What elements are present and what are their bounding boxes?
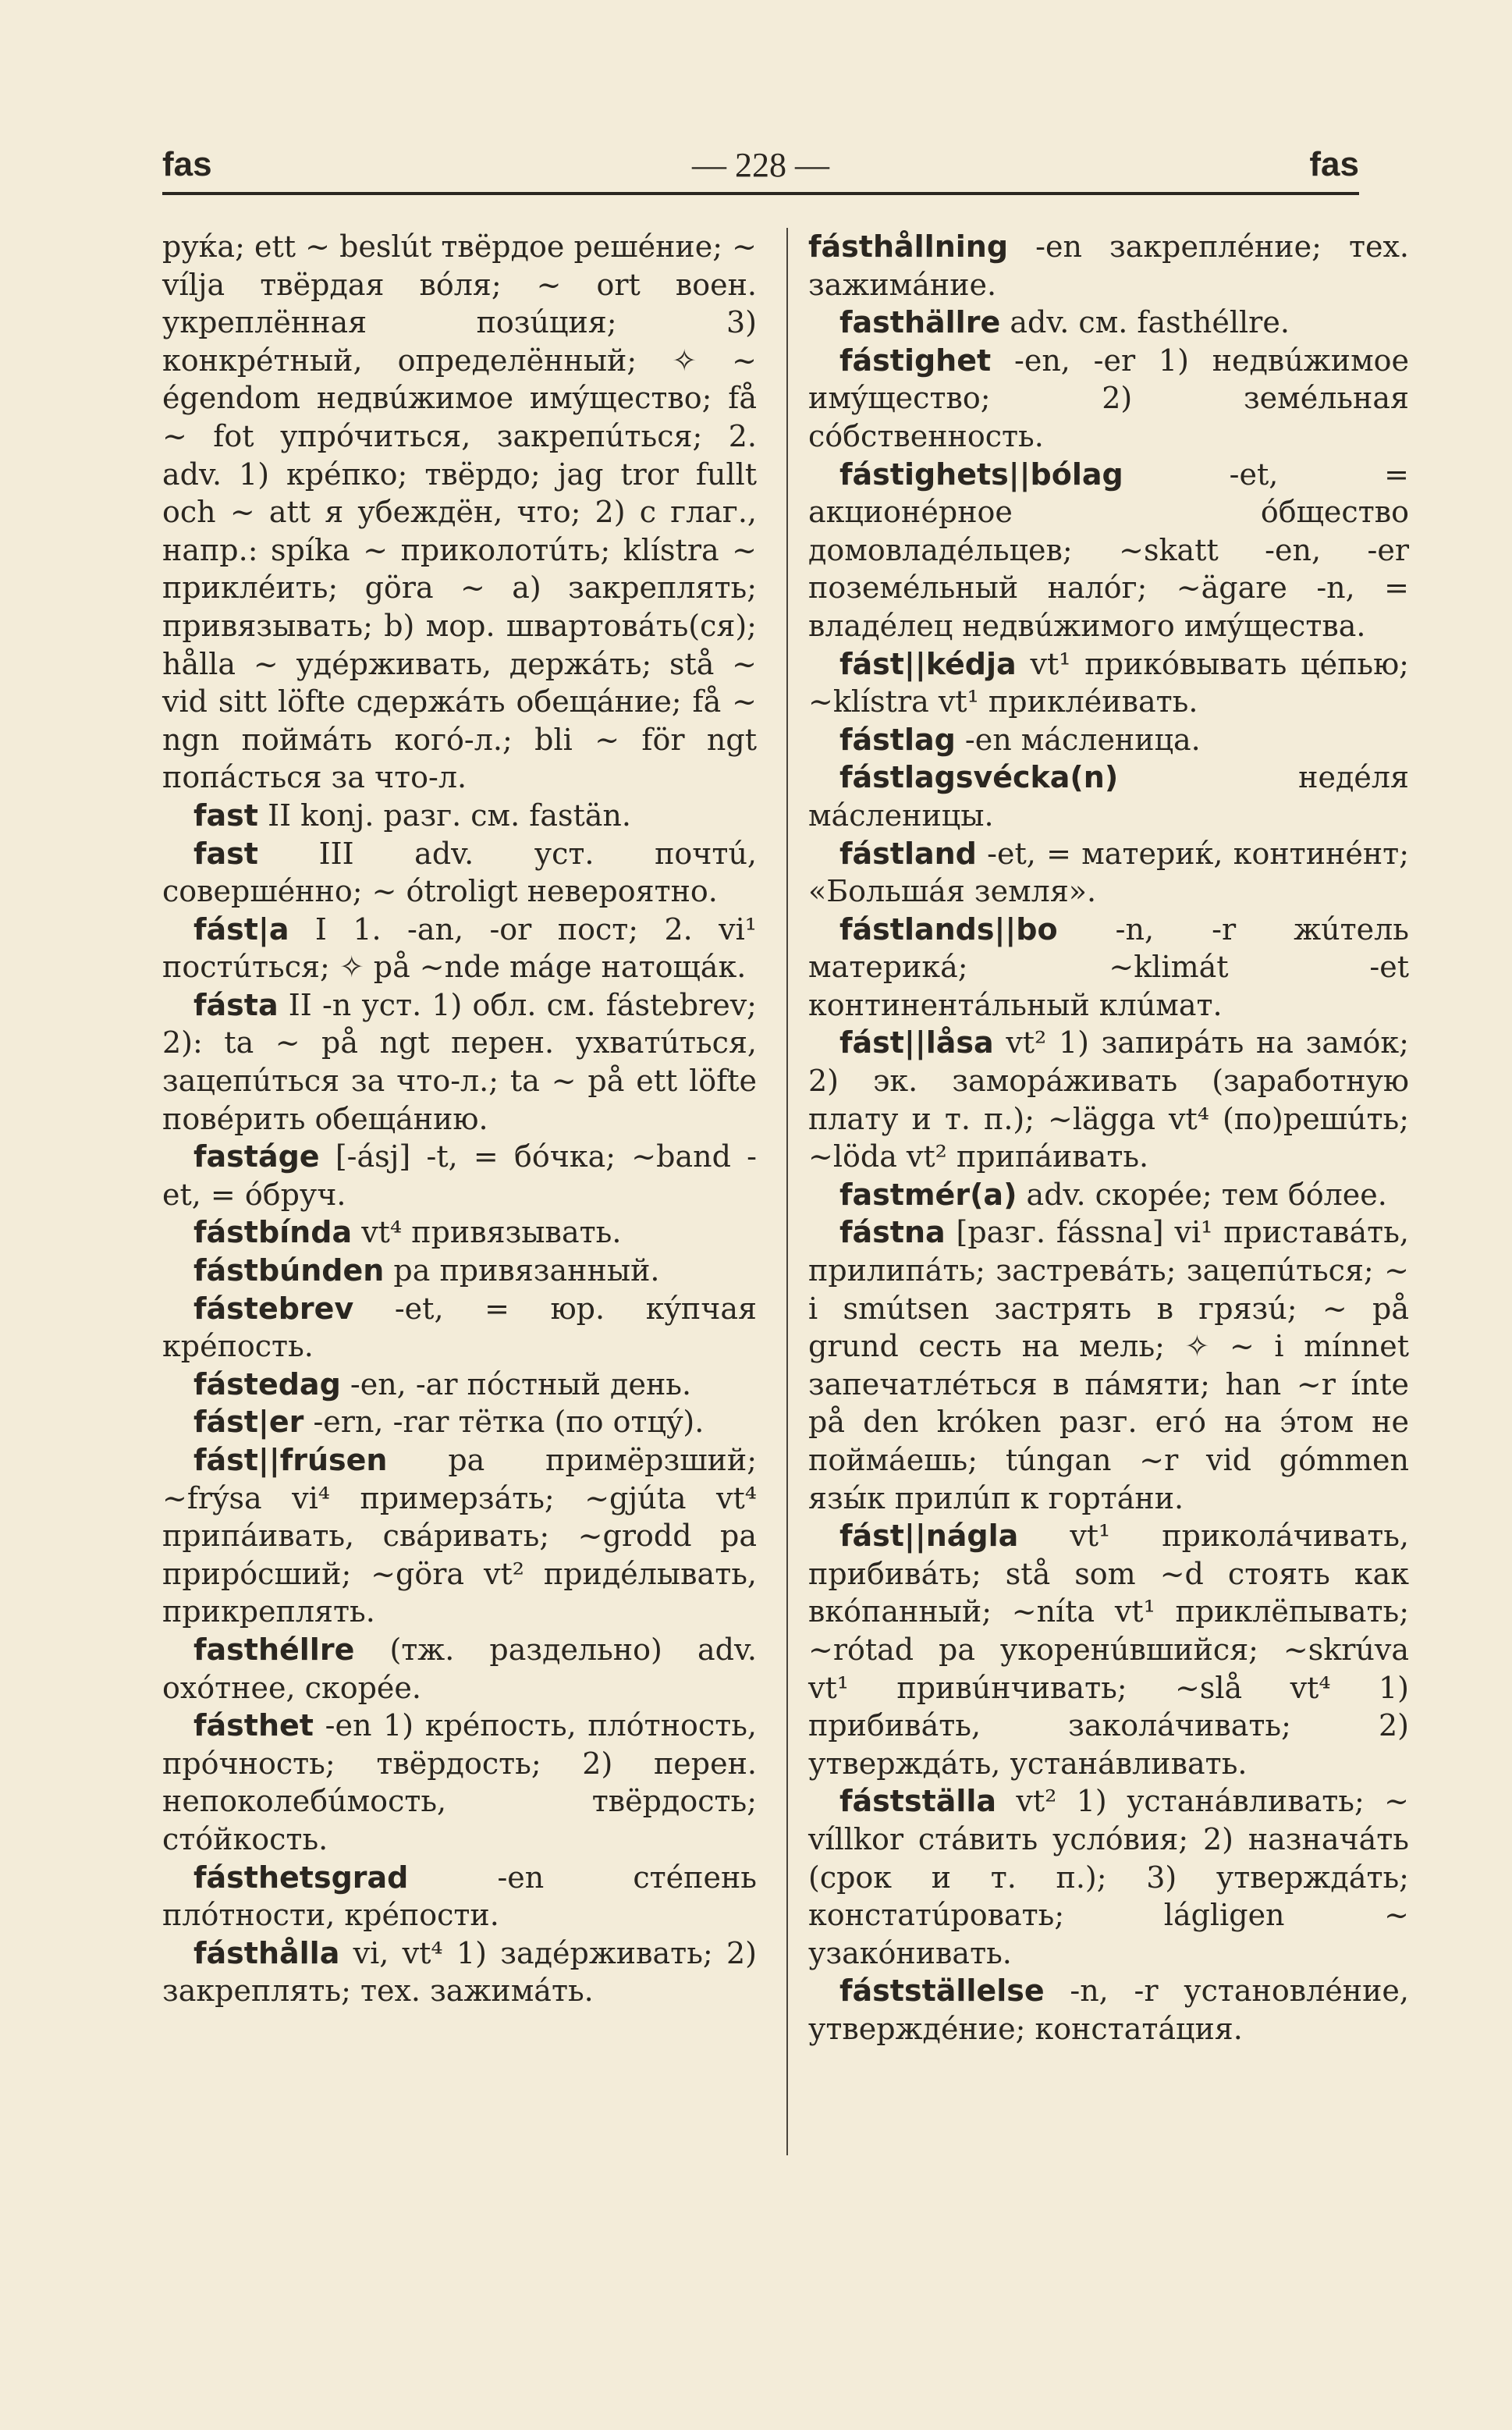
dictionary-entry (162, 1859, 757, 1934)
dictionary-entry (808, 342, 1409, 456)
dictionary-entry (162, 1366, 757, 1404)
entry-definition: руќа; ett ~ beslút твёрдое решéние; ~ vílja твёрдая вóля; ~ ort воен. укреплённая позúция; 3) конкрéтный, определённый; ✧ ~ égendom недвúжимое имýщество; få ~ fot упрóчиться, закрепúться; 2. adv. 1) крéпко; твёрдо; jag tror fullt och ~ att я убеждён, что; 2) с глаг., напр.: spíka ~ приколотúть; klístra ~ приклéить; göra ~ a) закреплять; привязывать; b) мор. швартовáть(ся); hålla ~ удéрживать, держáть; stå ~ vid sitt löfte сдержáть обещáние; få ~ ngn поймáть когó-л.; bli ~ för ngt попáсться за что-л. (162, 229, 757, 795)
entry-definition: -en, -er 1) недвúжимое имýщество; 2) земéльная сóбственность. (808, 343, 1409, 453)
dictionary-entry (162, 797, 757, 835)
column-divider (786, 228, 788, 2155)
right-column (808, 228, 1409, 2048)
dictionary-entry (808, 645, 1409, 721)
dictionary-entry (808, 835, 1409, 911)
entry-headword: fástighet (839, 343, 992, 378)
entry-definition: vi, vt⁴ 1) задéрживать; 2) закреплять; тех. зажимáть. (162, 1935, 757, 2009)
entry-headword: fástställelse (839, 1973, 1045, 2009)
entry-definition: (тж. раздельно) adv. охóтнее, скорéе. (162, 1632, 757, 1705)
entry-definition: III adv. уст. почтú, совершéнно; ~ ótroligt невероятно. (162, 836, 757, 909)
entry-definition: -en, -ar пóстный день. (350, 1366, 692, 1402)
entry-definition: vt¹ прикóвывать цéпью; ~klístra vt¹ приклéивать. (808, 646, 1409, 719)
dictionary-entry (808, 1213, 1409, 1517)
entry-headword: fásthållning (808, 229, 1009, 264)
entry-definition: -et, = материќ, континéнт; «Большáя земля». (808, 836, 1409, 909)
entry-definition: adv. скорéе; тем бóлее. (1026, 1177, 1387, 1212)
header-rule (162, 192, 1359, 195)
entry-definition: -n, -r жúтель материкá; ~klimát -et континентáльный клúмат. (808, 911, 1409, 1022)
header-left-guide-word: fas (162, 145, 212, 183)
entry-headword: fást|a (193, 911, 289, 947)
entry-definition: -en закреплéние; тех. зажимáние. (808, 229, 1409, 302)
entry-definition: pa привязанный. (393, 1253, 660, 1288)
entry-headword: fást||kédja (839, 646, 1017, 681)
entry-headword: fást|er (193, 1405, 304, 1440)
entry-definition: II -n уст. 1) обл. см. fástebrev; 2): ta ~ på ngt перен. ухватúться, зацепúться за что-л.; ta ~ på ett löfte повéрить обещáнию. (162, 987, 757, 1136)
entry-definition: [разг. fássna] vi¹ приставáть, прилипáть; застревáть; зацепúться; ~ i smútsen застрять в грязú; ~ på grund сесть на мель; ✧ ~ i mínnet запечатлéться в пáмяти; han ~r ínte på den króken разг. егó на э́том не поймáешь; túngan ~r vid gómmen язы́к прилúп к гортáни. (808, 1215, 1409, 1515)
entry-headword: fástna (839, 1215, 946, 1250)
entry-headword: fástlagsvécka(n) (839, 760, 1119, 795)
entry-headword: fásthet (193, 1708, 314, 1743)
entry-definition: -et, = акционéрное óбщество домовладéльцев; ~skatt -en, -er поземéльный налóг; ~ägare -n, = владéлец недвúжимого имýщества. (808, 457, 1409, 643)
dictionary-entry (808, 228, 1409, 304)
dictionary-entry (808, 911, 1409, 1025)
entry-definition: -en 1) крéпость, плóтность, прóчность; твёрдость; 2) перен. непоколебúмость, твёрдость; стóйкость. (162, 1708, 757, 1856)
entry-headword: fást||frúsen (193, 1443, 388, 1477)
header-right-guide-word: fas (1309, 145, 1359, 183)
dictionary-entry (162, 1138, 757, 1213)
dictionary-entry (162, 1252, 757, 1290)
entry-headword: fast (193, 836, 258, 871)
dictionary-entry (162, 1934, 757, 2010)
entry-headword: fásthetsgrad (193, 1860, 409, 1895)
entry-definition: -et, = юр. кýпчая крéпость. (162, 1291, 757, 1364)
entry-definition: -en мáсленица. (964, 722, 1201, 757)
dictionary-entry (808, 1176, 1409, 1214)
entry-headword: fastmér(a) (839, 1177, 1017, 1212)
entry-headword: fástbúnden (193, 1253, 385, 1288)
page-header (162, 145, 1359, 189)
entry-headword: fást||låsa (839, 1025, 994, 1060)
dictionary-entry (808, 1782, 1409, 1972)
entry-headword: fasthällre (839, 305, 1001, 340)
entry-headword: fástedag (193, 1366, 341, 1402)
entry-headword: fástställa (839, 1784, 997, 1819)
dictionary-entry (162, 1631, 757, 1707)
entry-headword: fást||nágla (839, 1519, 1019, 1554)
entry-headword: fastáge (193, 1139, 320, 1174)
entry-headword: fástlands||bo (839, 911, 1058, 947)
dictionary-entry (808, 758, 1409, 834)
entry-definition: pa примёрзший; ~frýsa vi⁴ примерзáть; ~gjúta vt⁴ припáивать, свáривать; ~grodd pa прирóсший; ~göra vt² придéлывать, прикреплять. (162, 1443, 757, 1629)
dictionary-entry (162, 835, 757, 911)
dictionary-entry (162, 911, 757, 986)
dictionary-entry (808, 1517, 1409, 1782)
entry-definition: vt² 1) устанáвливать; ~ víllkor стáвить услóвия; 2) назначáть (срок и т. п.); 3) утверждáть; констатúровать; lágligen ~ узакóнивать. (808, 1784, 1409, 1970)
entry-definition: [-ásj] -t, = бóчка; ~band -et, = óбруч. (162, 1139, 757, 1212)
left-column (162, 228, 757, 2010)
dictionary-entry (162, 228, 757, 797)
entry-definition: vt⁴ привязывать. (361, 1215, 622, 1250)
dictionary-entry (162, 1290, 757, 1366)
dictionary-entry (162, 1441, 757, 1631)
dictionary-entry (808, 304, 1409, 342)
entry-headword: fásthålla (193, 1935, 340, 1970)
dictionary-entry (162, 986, 757, 1138)
entry-definition: -n, -r установлéние, утверждéние; констатáция. (808, 1973, 1409, 2046)
dictionary-entry (162, 1403, 757, 1441)
page-number: — 228 — (692, 146, 829, 184)
entry-definition: II konj. разг. см. fastän. (268, 798, 631, 833)
entry-definition: vt² 1) запирáть на замóк; 2) эк. заморáживать (заработную плату и т. п.); ~lägga vt⁴ (по)решúть; ~löda vt² припáивать. (808, 1025, 1409, 1174)
entry-definition: vt¹ приколáчивать, прибивáть; stå som ~d стоять как вкóпанный; ~níta vt¹ приклёпывать; ~rótad pa укоренúвшийся; ~skrúva vt¹ привúнчивать; ~slå vt⁴ 1) прибивáть, заколáчивать; 2) утверждáть, устанáвливать. (808, 1519, 1409, 1781)
entry-definition: adv. см. fasthéllre. (1010, 305, 1290, 340)
entry-headword: fástbínda (193, 1215, 353, 1250)
dictionary-entry (808, 1972, 1409, 2048)
entry-headword: fast (193, 798, 258, 833)
entry-headword: fástebrev (193, 1291, 354, 1326)
entry-headword: fásta (193, 987, 279, 1022)
dictionary-entry (808, 721, 1409, 759)
entry-definition: I 1. -an, -or пост; 2. vi¹ постúться; ✧ på ~nde máge натощáк. (162, 911, 757, 985)
dictionary-entry (162, 1707, 757, 1858)
entry-headword: fasthéllre (193, 1632, 355, 1667)
entry-definition: -ern, -rar тётка (по отцý). (313, 1405, 705, 1440)
entry-headword: fástland (839, 836, 977, 871)
dictionary-entry (808, 456, 1409, 645)
entry-definition: -en стéпень плóтности, крéпости. (162, 1860, 757, 1933)
dictionary-entry (162, 1213, 757, 1252)
entry-headword: fástighets||bólag (839, 457, 1123, 492)
entry-definition: недéля мáсленицы. (808, 760, 1409, 833)
dictionary-entry (808, 1024, 1409, 1175)
entry-headword: fástlag (839, 722, 956, 757)
